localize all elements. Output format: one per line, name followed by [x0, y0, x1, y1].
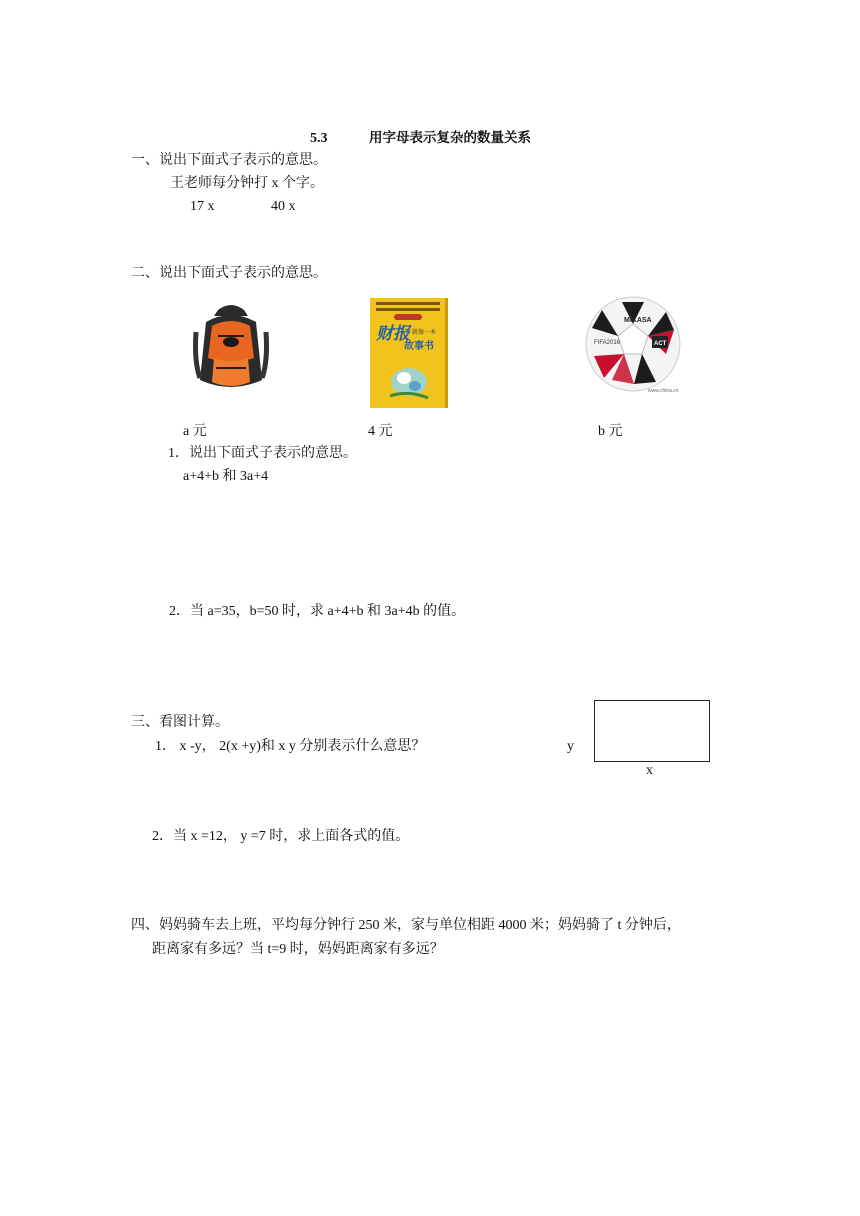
section2-q1-expr: a+4+b 和 3a+4 — [183, 469, 269, 484]
price-ball: b 元 — [598, 424, 623, 439]
soccer-ball-image — [582, 294, 686, 398]
ball-watermark: www.china.cn — [648, 388, 679, 394]
section1-heading: 一、说出下面式子表示的意思。 — [131, 153, 327, 168]
ball-brand: MIKASA — [624, 317, 652, 324]
price-book: 4 元 — [368, 424, 393, 439]
title-number: 5.3 — [310, 131, 328, 146]
section3-q2: 2．当 x =12， y =7 时，求上面各式的值。 — [152, 829, 410, 844]
section1-line: 王老师每分钟打 x 个字。 — [170, 176, 324, 191]
section4-line1: 四、妈妈骑车去上班，平均每分钟行 250 米，家与单位相距 4000 米；妈妈骑了 t 分钟后， — [131, 918, 681, 933]
rect-label-y: y — [567, 739, 574, 754]
section2-q1: 1．说出下面式子表示的意思。 — [168, 446, 357, 461]
ball-badge: ACT — [654, 341, 667, 347]
price-backpack: a 元 — [183, 424, 207, 439]
section2-heading: 二、说出下面式子表示的意思。 — [131, 266, 327, 281]
ball-model: FIFA2016 — [594, 340, 621, 346]
expr-17x: 17 x — [190, 199, 215, 214]
section3-heading: 三、看图计算。 — [131, 715, 229, 730]
rect-label-x: x — [646, 763, 653, 778]
expr-40x: 40 x — [271, 199, 296, 214]
section4-line2: 距离家有多远？当 t=9 时，妈妈距离家有多远？ — [152, 942, 444, 957]
rectangle-figure — [594, 700, 710, 762]
section2-q2: 2．当 a=35，b=50 时，求 a+4+b 和 3a+4b 的值。 — [169, 604, 466, 619]
section3-q1: 1． x -y， 2(x +y)和 x y 分别表示什么意思？ — [155, 739, 426, 754]
book-subtitle: 故事书 — [404, 341, 434, 352]
book-title-small: 就像一本 — [412, 329, 437, 336]
backpack-image — [188, 302, 274, 400]
book-image — [370, 298, 448, 408]
book-title-big: 财报 — [376, 324, 410, 344]
page-title: 用字母表示复杂的数量关系 — [369, 130, 531, 146]
